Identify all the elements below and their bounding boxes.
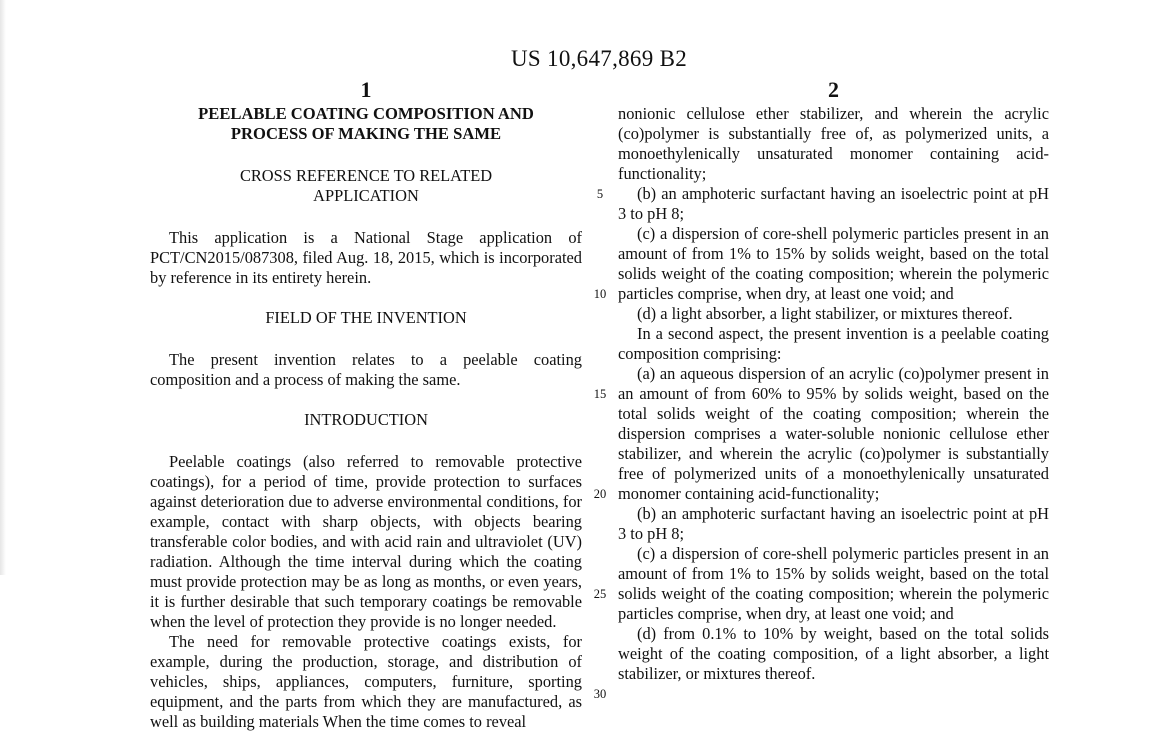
spacer [150,430,582,452]
spacer [150,144,582,166]
line-number: 5 [596,187,604,201]
claim-paragraph: nonionic cellulose ether stabilizer, and wherein the acrylic (co)polymer is substantially free of, as polymerized units, a monoethylenically unsaturated monomer containing acid-functionality; [618,104,1049,183]
introduction-paragraph-2: The need for removable protective coatings exists, for example, during the production, storage, and distribution of vehicles, ships, appliances, computers, furniture, sporting equipment, and the parts from which they are manufactured, as well as building materials When the time comes to reveal [150,632,582,731]
spacer [150,328,582,350]
claim-paragraph: (d) from 0.1% to 10% by weight, based on the total solids weight of the coating composition, of a light absorber, a light stabilizer, or mixtures thereof. [618,624,1049,683]
line-number: 25 [593,587,607,601]
column-number-left: 1 [360,77,372,102]
line-number: 15 [593,387,607,401]
claim-paragraph: (b) an amphoteric surfactant having an isoelectric point at pH 3 to pH 8; [618,504,1049,543]
patent-number: US 10,647,869 B2 [510,46,688,71]
claim-paragraph: (c) a dispersion of core-shell polymeric particles present in an amount of from 1% to 15% by solids weight, based on the total solids weight of the coating composition; wherein the polymeric particles comprise, when dry, at least one void; and [618,224,1049,303]
field-heading: FIELD OF THE INVENTION [265,308,467,327]
cross-reference-heading: CROSS REFERENCE TO RELATED APPLICATION [239,166,493,205]
introduction-paragraph-1: Peelable coatings (also referred to removable protective coatings), for a period of time, provide protection to surfaces against deterioration due to adverse environmental conditions, for example, contact with sharp objects, with objects bearing transferable color bodies, and with acid rain and ultraviolet (UV) radiation. Although the time interval during which the coating must provide protection may be as long as months, or even years, it is further desirable that such temporary coatings be removable when the level of protection they provide is no longer needed. [150,452,582,631]
claim-paragraph: (d) a light absorber, a light stabilizer, or mixtures thereof. [637,304,1013,323]
page-edge-shadow [0,0,6,575]
claim-paragraph: (a) an aqueous dispersion of an acrylic (co)polymer present in an amount of from 60% to 95% by solids weight, based on the total solids weight of the coating composition; wherein the dispersion comprises a water-soluble nonionic cellulose ether stabilizer, and wherein the acrylic (co)polymer is substantially free of polymerized units of a monoethylenically unsaturated monomer containing acid-functionality; [618,364,1049,503]
claim-paragraph: (b) an amphoteric surfactant having an isoelectric point at pH 3 to pH 8; [618,184,1049,223]
spacer [150,390,582,410]
line-number: 30 [593,687,607,701]
spacer [150,288,582,308]
spacer [150,206,582,228]
line-number: 20 [593,487,607,501]
right-column [618,104,1049,684]
document-title: PEELABLE COATING COMPOSITION AND PROCESS OF MAKING THE SAME [198,104,534,143]
claim-paragraph: (c) a dispersion of core-shell polymeric particles present in an amount of from 1% to 15% by solids weight, based on the total solids weight of the coating composition; wherein the polymeric particles comprise, when dry, at least one void; and [618,544,1049,623]
claim-paragraph: In a second aspect, the present invention is a peelable coating composition comprising: [618,324,1049,363]
field-paragraph: The present invention relates to a peelable coating composition and a process of making the same. [150,350,582,389]
introduction-heading: INTRODUCTION [304,410,428,429]
left-column [150,104,582,732]
cross-reference-paragraph: This application is a National Stage application of PCT/CN2015/087308, filed Aug. 18, 2015, which is incorporated by reference in its entirety herein. [150,228,582,287]
line-number: 10 [593,287,607,301]
column-number-right: 2 [828,77,839,102]
